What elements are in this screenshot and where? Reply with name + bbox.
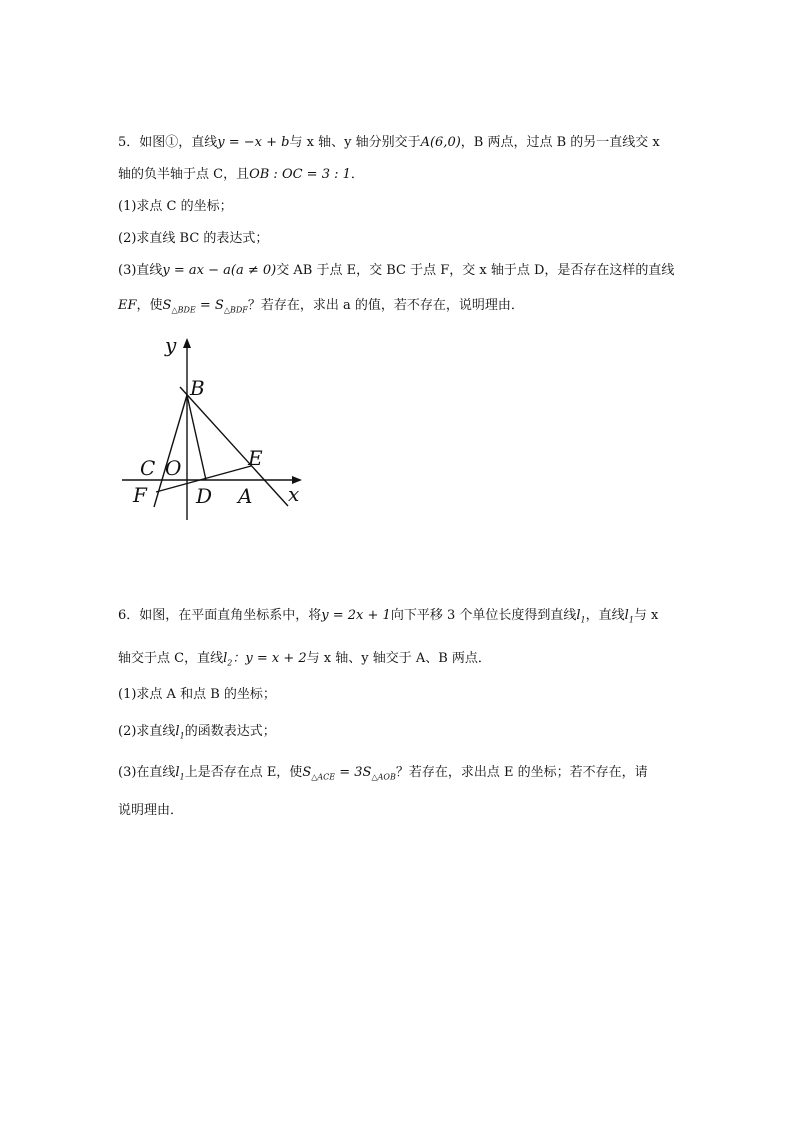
q5-period: ． xyxy=(350,167,364,182)
q5-intro: 5．如图①，直线 xyxy=(118,135,218,150)
q5-part3-cont xyxy=(118,297,524,320)
q6-intro: 6．如图，在平面直角坐标系中，将 xyxy=(118,608,322,623)
q6-intro-b: 向下平移 3 个单位长度得到直线 xyxy=(390,608,577,623)
q6-part3-c: ？若存在，求出点 E 的坐标；若不存在，请 xyxy=(395,765,648,780)
q5-intro-d: 轴的负半轴于点 C，且 xyxy=(118,167,250,182)
q6-part2 xyxy=(118,723,276,746)
q6-l1-name-b xyxy=(625,608,634,623)
q5-equal-sign: = xyxy=(195,298,215,313)
q6-l1-letter: l xyxy=(576,608,581,623)
line-bd xyxy=(187,395,206,480)
q6-line1 xyxy=(118,607,658,630)
y-axis-arrow xyxy=(183,338,191,348)
q5-part2: (2)求直线 BC 的表达式； xyxy=(118,231,269,246)
label-y: y xyxy=(165,333,177,357)
label-f: F xyxy=(133,483,147,507)
q6-part2-l-letter: l xyxy=(175,724,180,739)
q5-part3-d: ，使 xyxy=(136,298,163,313)
q6-part2-l1 xyxy=(175,724,184,739)
q5-part3-e: ？若存在，求出 a 的值，若不存在，说明理由． xyxy=(247,298,524,313)
q5-part3-b: 交 AB 于点 E，交 BC 于点 F，交 x 轴于点 D，是否存在这样的直线 xyxy=(276,263,675,278)
q6-part1: (1)求点 A 和点 B 的坐标； xyxy=(118,687,276,702)
q5-point-a: A(6,0) xyxy=(420,135,461,150)
q5-part3-a: (3)直线 xyxy=(118,263,163,278)
q5-ratio: OB : OC = 3 : 1 xyxy=(249,167,351,182)
q6-equal-three: = 3 xyxy=(335,765,363,780)
q6-part2-b: 的函数表达式； xyxy=(184,724,276,739)
q6-part2-l-sub: 1 xyxy=(179,731,185,741)
q5-intro-c: ，B 两点，过点 B 的另一直线交 x xyxy=(460,135,660,150)
q6-area1-s: S xyxy=(302,765,312,780)
q6-area1-sub: △ACE xyxy=(311,772,336,782)
q6-area1 xyxy=(302,765,335,780)
q6-l2-equation: ：y = x + 2 xyxy=(232,651,307,666)
q6-part3-l-letter: l xyxy=(175,765,180,780)
q5-area2 xyxy=(215,298,248,313)
q6-l1b-sub: 1 xyxy=(628,615,634,625)
q6-l2-letter: l xyxy=(223,651,228,666)
q6-intro-c: ，直线 xyxy=(585,608,625,623)
q6-part3-l-sub: 1 xyxy=(179,772,185,782)
q5-part1: (1)求点 C 的坐标； xyxy=(118,199,233,214)
q6-l1-name xyxy=(576,608,585,623)
q6-area2-sub: △AOB xyxy=(371,772,396,782)
label-a: A xyxy=(238,484,253,508)
q6-intro-e: 轴交于点 C，直线 xyxy=(118,651,224,666)
label-x: x xyxy=(288,482,300,506)
q5-line2 xyxy=(118,166,364,184)
q6-l2-name xyxy=(223,651,232,666)
q6-part3-cont: 说明理由． xyxy=(118,803,184,818)
q6-line2 xyxy=(118,650,491,673)
q5-area2-sub: △BDF xyxy=(223,305,248,315)
q6-part3-l1 xyxy=(175,765,184,780)
q5-area1 xyxy=(163,298,196,313)
label-c: C xyxy=(140,456,156,480)
q5-part3-equation: y = ax − a(a ≠ 0) xyxy=(162,263,277,278)
q6-area2 xyxy=(363,765,396,780)
coordinate-figure xyxy=(120,330,320,530)
q6-l1-sub: 1 xyxy=(580,615,586,625)
q6-part2-a: (2)求直线 xyxy=(118,724,176,739)
q5-line-equation: y = −x + b xyxy=(217,135,290,150)
q6-area2-s: S xyxy=(362,765,372,780)
q6-l2-sub: 2 xyxy=(227,658,233,668)
q5-area2-s: S xyxy=(214,298,224,313)
q6-l1b-letter: l xyxy=(624,608,629,623)
q5-area1-s: S xyxy=(162,298,172,313)
q5-line1 xyxy=(118,134,660,152)
q6-intro-f: 与 x 轴、y 轴交于 A、B 两点． xyxy=(306,651,491,666)
label-b: B xyxy=(190,376,205,400)
q5-line-ef: EF xyxy=(118,298,137,313)
line-bf xyxy=(154,395,187,507)
q5-part3 xyxy=(118,262,674,280)
label-e: E xyxy=(248,446,263,470)
q6-part3-a: (3)在直线 xyxy=(118,765,176,780)
label-d: D xyxy=(196,484,213,508)
q6-part3-b: 上是否存在点 E，使 xyxy=(184,765,303,780)
q5-intro-b: 与 x 轴、y 轴分别交于 xyxy=(289,135,421,150)
q6-intro-d: 与 x xyxy=(633,608,659,623)
q6-part3 xyxy=(118,764,648,787)
q6-original-equation: y = 2x + 1 xyxy=(321,608,391,623)
label-o: O xyxy=(165,456,182,480)
q5-area1-sub: △BDE xyxy=(171,305,196,315)
